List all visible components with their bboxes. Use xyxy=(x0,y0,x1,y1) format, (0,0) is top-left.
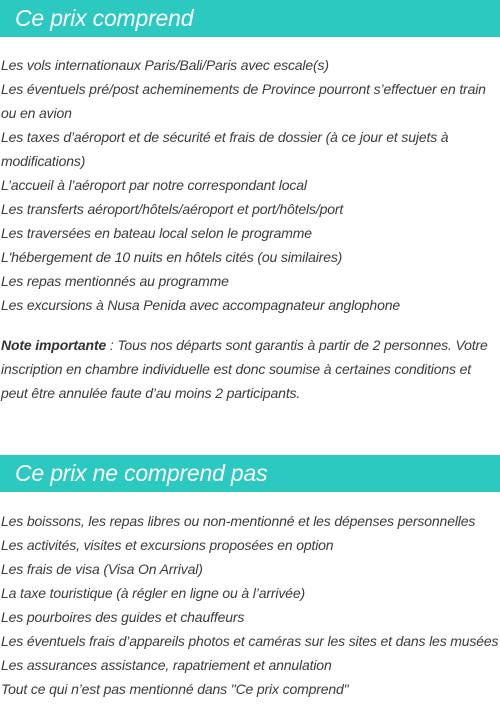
list-item: La taxe touristique (à régler en ligne ou à l’arrivée) xyxy=(1,585,305,601)
section-title-included: Ce prix comprend xyxy=(15,5,194,31)
list-item: Les éventuels frais d’appareils photos et caméras sur les sites et dans les musées xyxy=(1,633,499,649)
list-item: Les transferts aéroport/hôtels/aéroport et port/hôtels/port xyxy=(1,201,344,217)
important-note-label: Note importante xyxy=(1,337,107,353)
section-title-excluded: Ce prix ne comprend pas xyxy=(15,460,268,486)
list-item: Les frais de visa (Visa On Arrival) xyxy=(1,561,203,577)
important-note-text: : Tous nos départs sont garantis à partir de 2 personnes. Votre inscription en chambre individuelle est donc soumise à certaines conditions et peut être annulée faute d’au moins 2 participants. xyxy=(1,337,488,401)
list-item: Tout ce qui n’est pas mentionné dans "Ce prix comprend" xyxy=(1,681,349,697)
list-item: Les excursions à Nusa Penida avec accompagnateur anglophone xyxy=(1,297,400,313)
included-list xyxy=(0,53,500,317)
list-item: Les assurances assistance, rapatriement et annulation xyxy=(1,657,332,673)
list-item: Les activités, visites et excursions proposées en option xyxy=(1,537,334,553)
section-header-excluded xyxy=(0,455,500,492)
list-item: Les taxes d’aéroport et de sécurité et frais de dossier (à ce jour et sujets à modifications) xyxy=(1,129,449,169)
section-header-included xyxy=(0,0,500,37)
important-note xyxy=(0,333,500,405)
list-item: Les pourboires des guides et chauffeurs xyxy=(1,609,245,625)
list-item: Les éventuels pré/post acheminements de Province pourront s’effectuer en train ou en avion xyxy=(1,81,486,121)
list-item: Les traversées en bateau local selon le programme xyxy=(1,225,312,241)
list-item: Les vols internationaux Paris/Bali/Paris avec escale(s) xyxy=(1,57,329,73)
excluded-list xyxy=(0,509,500,701)
list-item: L’accueil à l’aéroport par notre correspondant local xyxy=(1,177,307,193)
list-item: L'hébergement de 10 nuits en hôtels cités (ou similaires) xyxy=(1,249,343,265)
list-item: Les boissons, les repas libres ou non-mentionné et les dépenses personnelles xyxy=(1,513,476,529)
list-item: Les repas mentionnés au programme xyxy=(1,273,229,289)
